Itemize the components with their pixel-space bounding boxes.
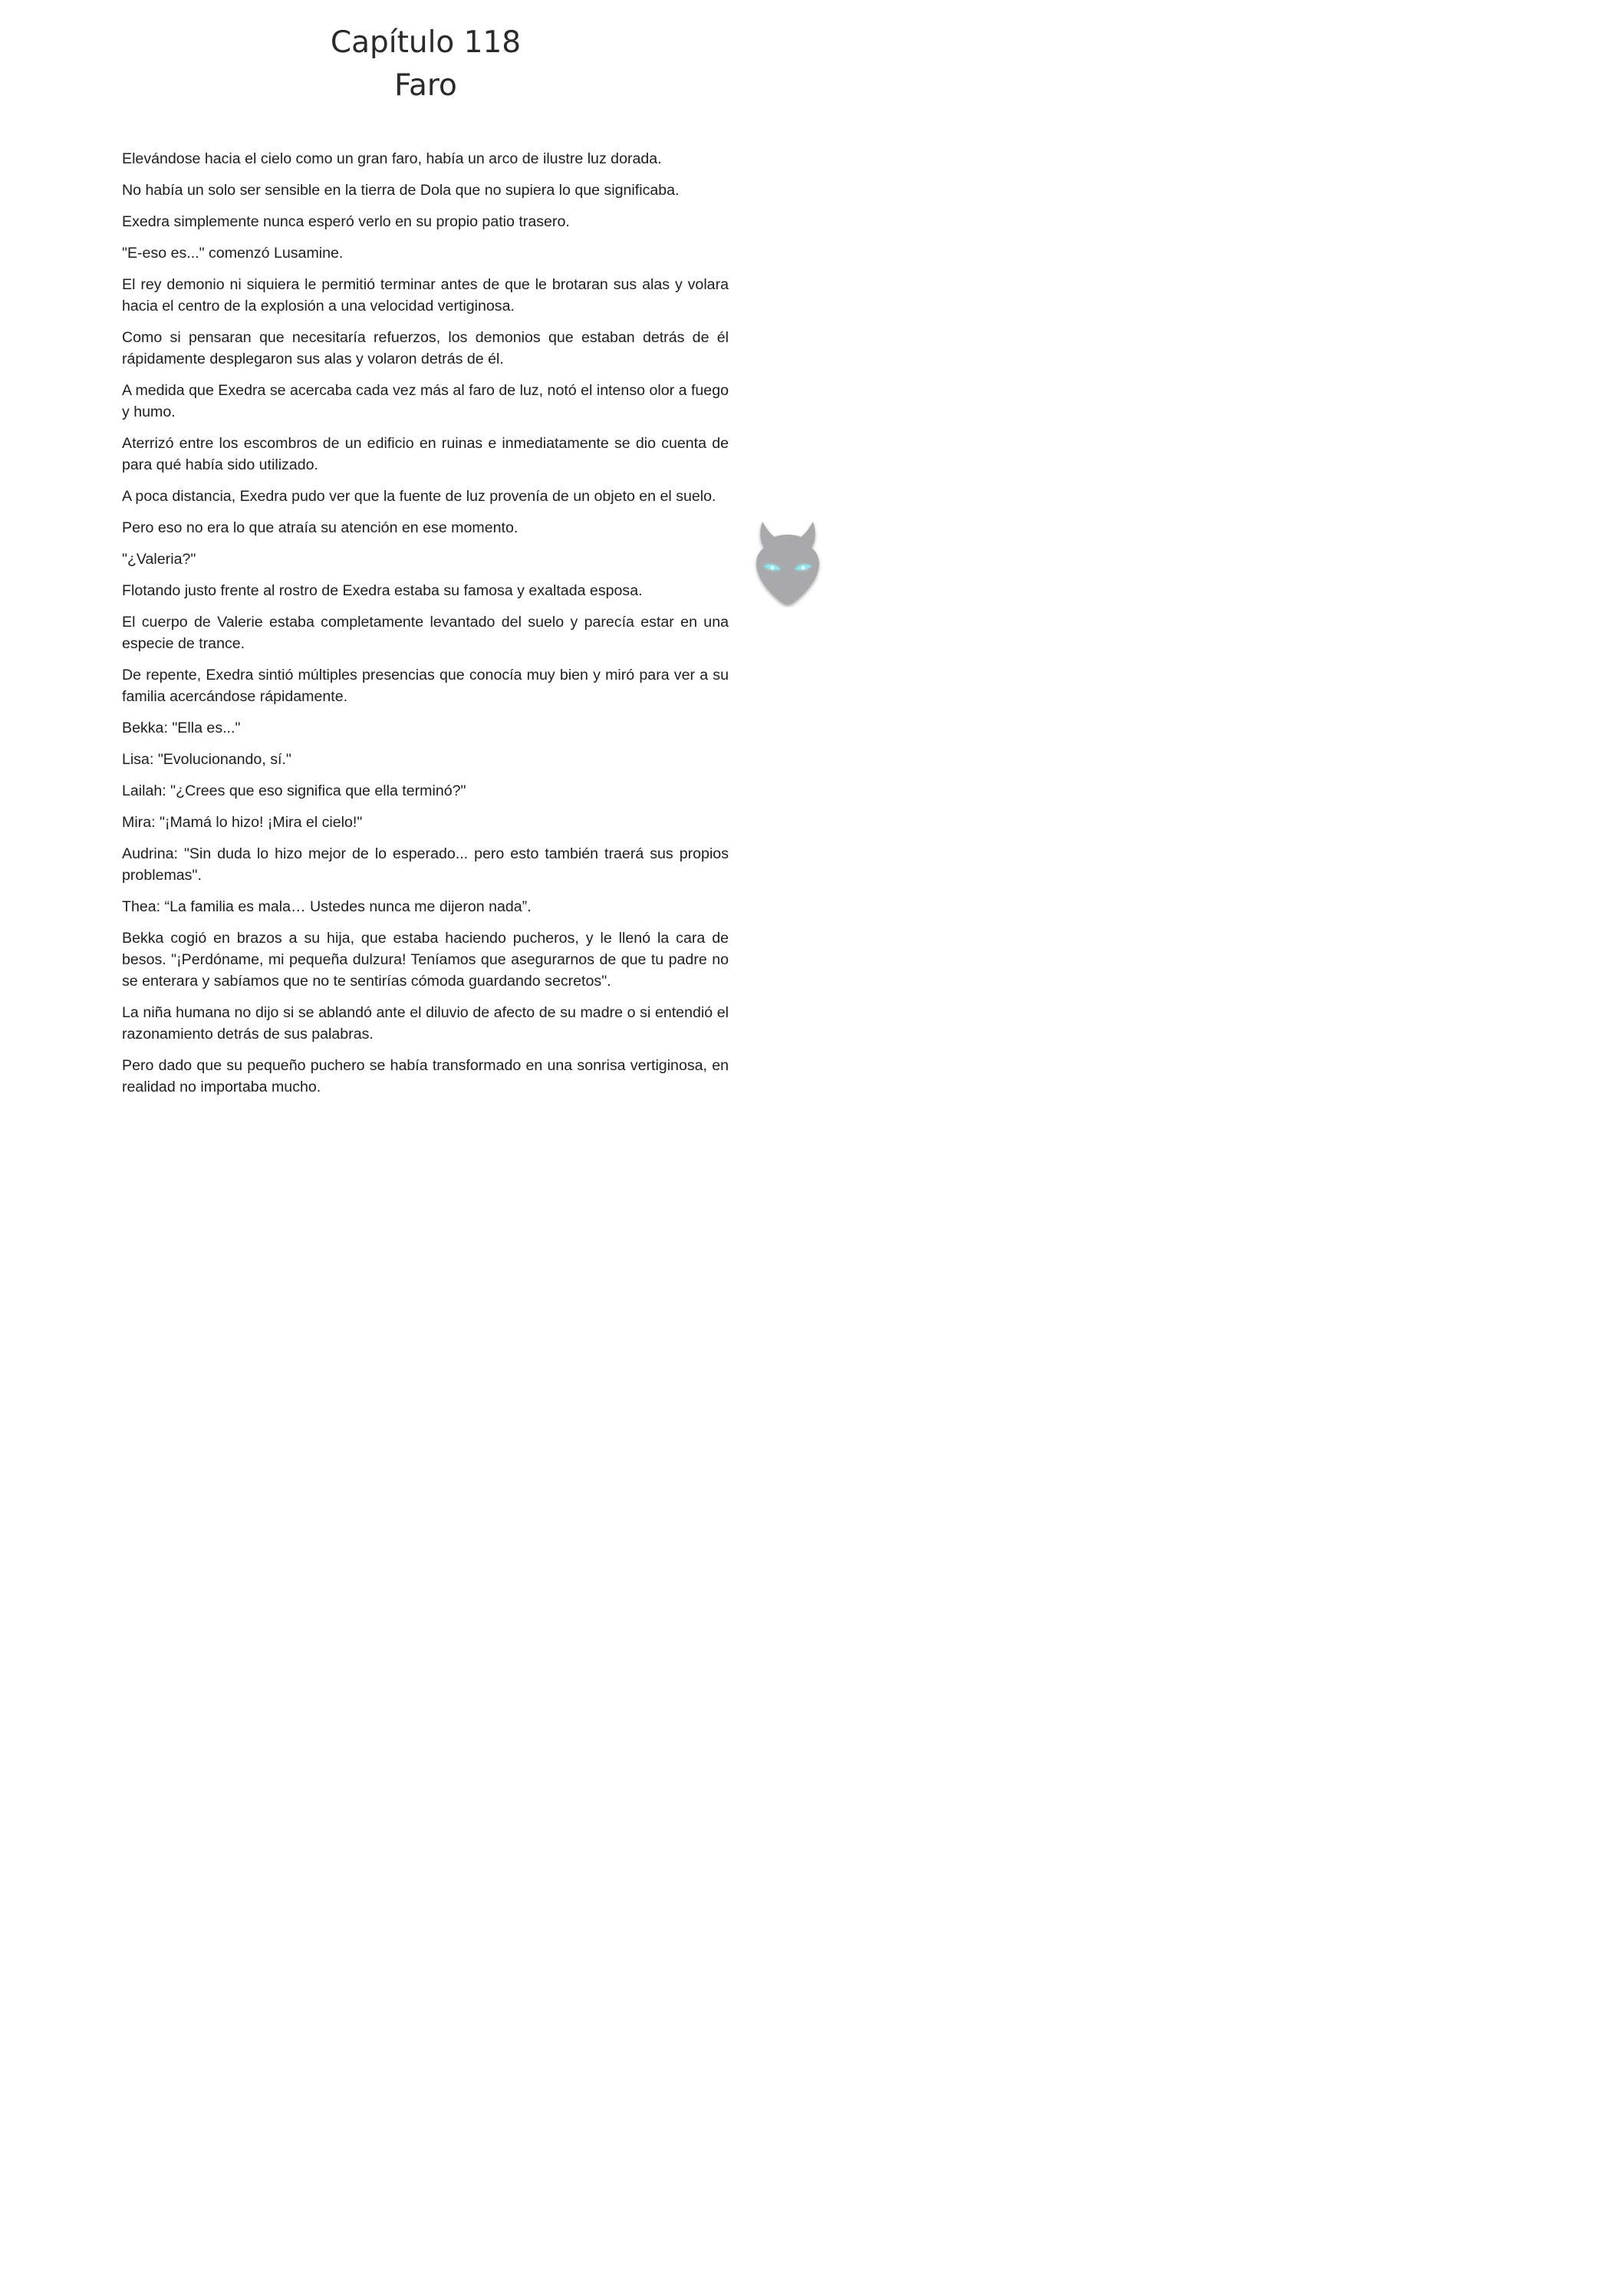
paragraph: Pero dado que su pequeño puchero se había transformado en una sonrisa vertiginosa, en realidad no importaba mucho. — [122, 1057, 729, 1095]
paragraph: No había un solo ser sensible en la tierra de Dola que no supiera lo que significaba. — [122, 182, 680, 199]
paragraph: Bekka cogió en brazos a su hija, que estaba haciendo pucheros, y le llenó la cara de besos. "¡Perdóname, mi pequeña dulzura! Teníamos que asegurarnos de que tu padre no se enterara y sabíamos que no te sentirías cómoda guardando secretos". — [122, 930, 729, 990]
paragraph: Audrina: "Sin duda lo hizo mejor de lo esperado... pero esto también traerá sus propios problemas". — [122, 845, 729, 884]
chapter-number: Capítulo 118 — [330, 25, 522, 60]
paragraph: Pero eso no era lo que atraía su atención en ese momento. — [122, 519, 519, 536]
paragraph: El cuerpo de Valerie estaba completamente levantado del suelo y parecía estar en una especie de trance. — [122, 614, 729, 652]
paragraph: De repente, Exedra sintió múltiples presencias que conocía muy bien y miró para ver a su familia acercándose rápidamente. — [122, 667, 729, 705]
chapter-body — [122, 148, 729, 1108]
paragraph: El rey demonio ni siquiera le permitió terminar antes de que le brotaran sus alas y volara hacia el centro de la explosión a una velocidad vertiginosa. — [122, 276, 729, 315]
demon-head-icon — [747, 519, 828, 608]
paragraph: Lisa: "Evolucionando, sí." — [122, 751, 291, 768]
paragraph: A poca distancia, Exedra pudo ver que la fuente de luz provenía de un objeto en el suelo. — [122, 488, 716, 505]
paragraph: Thea: “La familia es mala… Ustedes nunca me dijeron nada”. — [122, 898, 532, 915]
paragraph: "E-eso es..." comenzó Lusamine. — [122, 245, 344, 262]
paragraph: Exedra simplemente nunca esperó verlo en su propio patio trasero. — [122, 213, 570, 230]
chapter-header — [0, 21, 851, 107]
paragraph: Bekka: "Ella es..." — [122, 720, 241, 736]
paragraph: A medida que Exedra se acercaba cada vez más al faro de luz, notó el intenso olor a fuego y humo. — [122, 382, 729, 420]
paragraph: Elevándose hacia el cielo como un gran faro, había un arco de ilustre luz dorada. — [122, 150, 662, 167]
paragraph: Aterrizó entre los escombros de un edificio en ruinas e inmediatamente se dio cuenta de para qué había sido utilizado. — [122, 435, 729, 473]
paragraph: La niña humana no dijo si se ablandó ante el diluvio de afecto de su madre o si entendió el razonamiento detrás de sus palabras. — [122, 1004, 729, 1043]
paragraph: Lailah: "¿Crees que eso significa que ella terminó?" — [122, 782, 466, 799]
paragraph: Como si pensaran que necesitaría refuerzos, los demonios que estaban detrás de él rápidamente desplegaron sus alas y volaron detrás de él. — [122, 329, 729, 367]
chapter-title: Faro — [394, 68, 457, 103]
paragraph: Flotando justo frente al rostro de Exedra estaba su famosa y exaltada esposa. — [122, 582, 643, 599]
paragraph: "¿Valeria?" — [122, 551, 196, 568]
paragraph: Mira: "¡Mamá lo hizo! ¡Mira el cielo!" — [122, 814, 363, 831]
